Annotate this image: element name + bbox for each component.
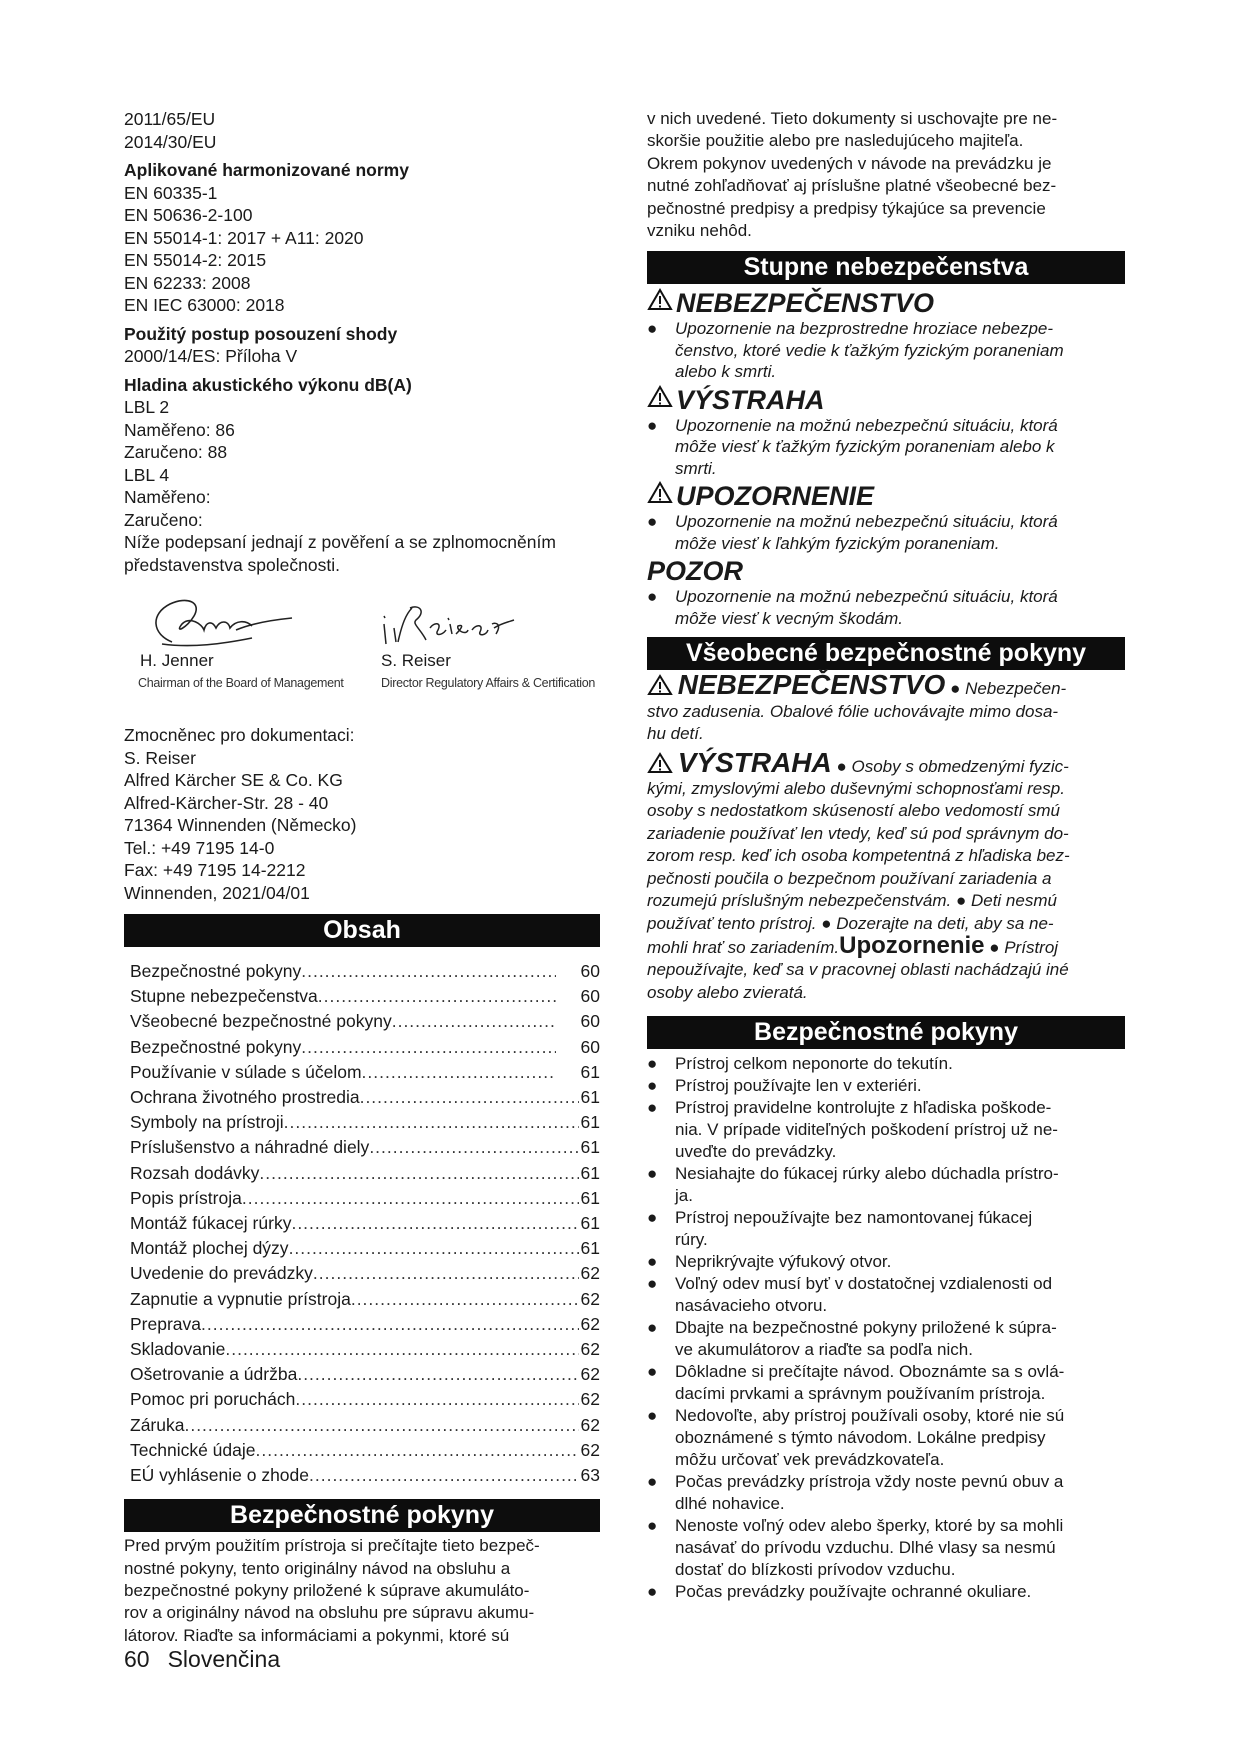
intro-continued: pečnostné predpisy a predpisy týkajúce sa prevencie: [647, 198, 1046, 218]
toc-label: Rozsah dodávky: [130, 1162, 260, 1183]
toc-page: 62: [580, 1364, 600, 1385]
toc-page: 62: [580, 1414, 600, 1435]
hazard-levels: [647, 288, 1125, 629]
contact-line: Alfred Kärcher SE & Co. KG: [124, 770, 343, 790]
toc-page: 61: [580, 1213, 600, 1234]
toc-entry[interactable]: [124, 1362, 600, 1387]
toc-leader: [242, 1186, 579, 1211]
text-line: používať tento prístroj.: [647, 913, 817, 933]
toc-entry[interactable]: [124, 1161, 600, 1186]
toc-entry[interactable]: [124, 1236, 600, 1261]
norm: EN 55014-2: 2015: [124, 250, 267, 270]
toc-leader: [256, 1438, 579, 1463]
text-line: dacími prvkami a správnym používaním prístroja.: [675, 1384, 1046, 1404]
toc-entry[interactable]: [124, 1387, 600, 1412]
text-line: hu detí.: [647, 724, 704, 744]
bullet-icon: ●: [647, 1582, 658, 1602]
levels-title: Stupne nebezpečenstva: [647, 251, 1125, 284]
toc-leader: [360, 1085, 579, 1110]
toc-page: 62: [580, 1389, 600, 1410]
safety-intro-line: nostné pokyny, tento originálny návod na obsluhu a: [124, 1558, 511, 1578]
toc-leader: [392, 1009, 556, 1034]
text-line: dlhé nohavice.: [675, 1494, 785, 1514]
norm: EN 50636-2-100: [124, 205, 253, 225]
toc-leader: [369, 1135, 578, 1160]
general-warning-label: VÝSTRAHA: [677, 746, 832, 778]
toc-label: Montáž plochej dýzy: [130, 1238, 289, 1259]
list-item: [647, 1405, 1125, 1471]
bullet-icon: ●: [647, 1274, 658, 1294]
toc-page: 62: [580, 1439, 600, 1460]
list-item: [647, 1053, 1125, 1075]
toc-page: 60: [580, 1036, 600, 1057]
safety-title: Bezpečnostné pokyny: [124, 1499, 600, 1532]
text-line: Nesiahajte do fúkacej rúrky alebo dúchadla prístro-: [675, 1164, 1059, 1184]
noise-line: Naměřeno:: [124, 487, 211, 507]
toc-entry[interactable]: [124, 1060, 600, 1085]
bullet-icon: ●: [647, 1318, 658, 1338]
text-line: Upozornenie na možnú nebezpečnú situáciu, ktorá: [675, 512, 1058, 532]
intro-continued: nutné zohľadňovať aj príslušne platné všeobecné bez-: [647, 176, 1057, 196]
toc-leader: [259, 1161, 578, 1186]
bullet-icon: ●: [647, 587, 658, 607]
toc-page: 61: [580, 1187, 600, 1208]
hazard-level-text: [647, 586, 1125, 629]
signature-jenner: [132, 594, 302, 654]
text-line: môže viesť k vecným škodám.: [675, 608, 904, 628]
list-item: [647, 1207, 1125, 1251]
list-item: [647, 1317, 1125, 1361]
text-line: Osoby s obmedzenými fyzic-: [851, 756, 1069, 776]
procedure-heading: Použitý postup posouzení shody: [124, 323, 398, 344]
safety-list: [647, 1053, 1125, 1603]
general-warning: VÝSTRAHA ● Osoby s obmedzenými fyzic- kými, zmyslovými alebo duševnými schopnosťami resp. osoby s nedostatkom skúseností alebo vedomostí smú zariadenie používať len vtedy, keď sú pod správnym do- zorom resp. keď ich osoba kompetentná z hľadiska bez- pečnosti poučila o bezpečnom používaní zariadenia a rozumejú príslušným nebezpečenstvám. ● Deti nesmú používať tento prístroj. ● Dozerajte na deti, aby sa ne- mohli hrať so zariadením.Upozornenie ● Prístroj nepoužívajte, keď sa v pracovnej oblasti nachádzajú iné osoby alebo zvieratá.: [647, 746, 1070, 1002]
toc-label: Záruka: [130, 1414, 185, 1435]
toc-entry[interactable]: [124, 1135, 600, 1160]
bullet-icon: ●: [647, 319, 658, 339]
toc-label: Všeobecné bezpečnostné pokyny: [130, 1011, 392, 1032]
bullet-icon: ●: [647, 1076, 658, 1096]
toc-label: Popis prístroja: [130, 1187, 242, 1208]
table-of-contents: [124, 959, 600, 1488]
bullet-icon: ●: [647, 1164, 658, 1184]
bullet-icon: ●: [647, 415, 658, 435]
bullet-icon: ●: [647, 1208, 658, 1228]
safety-title-right: Bezpečnostné pokyny: [647, 1016, 1125, 1049]
hazard-level-label: VÝSTRAHA: [676, 384, 825, 415]
toc-label: Preprava: [130, 1313, 202, 1334]
text-line: Nebezpečen-: [965, 679, 1067, 699]
hazard-level-label: POZOR: [647, 556, 744, 587]
noise-line: Zaručeno:: [124, 509, 203, 530]
contact-line: S. Reiser: [124, 747, 196, 768]
text-line: rozumejú príslušným nebezpečenstvám.: [647, 891, 952, 911]
hazard-level-text: [647, 511, 1125, 554]
toc-page: 60: [580, 986, 600, 1007]
hazard-level-label: NEBEZPEČENSTVO: [676, 288, 935, 319]
general-safety: [647, 669, 1125, 1004]
hazard-level-text: [647, 318, 1125, 383]
norm: EN 60335-1: [124, 182, 218, 203]
contact-line: Winnenden, 2021/04/01: [124, 882, 310, 903]
text-line: Dbajte na bezpečnostné pokyny priložené k súpra-: [675, 1318, 1057, 1338]
text-line: Upozornenie na možnú nebezpečnú situáciu, ktorá: [675, 587, 1058, 607]
text-line: rúry.: [675, 1230, 708, 1250]
toc-leader: [291, 1211, 578, 1236]
list-item: [647, 1515, 1125, 1581]
toc-page: 60: [580, 1011, 600, 1032]
toc-entry[interactable]: [124, 1413, 600, 1438]
signature-reiser: [376, 594, 526, 654]
text-line: Nenoste voľný odev alebo šperky, ktoré by sa mohli: [675, 1516, 1064, 1536]
intro-continued: v nich uvedené. Tieto dokumenty si uschovajte pre ne-: [647, 109, 1058, 128]
text-line: Prístroj celkom neponorte do tekutín.: [675, 1054, 953, 1074]
text-line: Prístroj používajte len v exteriéri.: [675, 1076, 922, 1096]
general-danger-label: NEBEZPEČENSTVO: [677, 669, 946, 701]
toc-entry[interactable]: [124, 959, 600, 984]
toc-page: 63: [580, 1465, 600, 1486]
bullet-icon: ●: [647, 1516, 658, 1536]
toc-label: Zapnutie a vypnutie prístroja: [130, 1288, 351, 1309]
toc-leader: [289, 1236, 579, 1261]
signing-note: představenstva společnosti.: [124, 554, 340, 575]
toc-page: 62: [580, 1339, 600, 1360]
toc-entry[interactable]: [124, 1438, 600, 1463]
toc-leader: [295, 1387, 578, 1412]
text-line: zorom resp. keď ich osoba kompetentná z hľadiska bez-: [647, 846, 1070, 866]
toc-title: Obsah: [124, 914, 600, 947]
noise-line: LBL 4: [124, 464, 170, 485]
bullet-icon: ●: [647, 512, 658, 532]
text-line: Počas prevádzky používajte ochranné okuliare.: [675, 1582, 1032, 1602]
text-line: Upozornenie na bezprostredne hroziace nebezpe-: [675, 319, 1054, 339]
safety-intro-line: bezpečnostné pokyny priložené k súprave akumuláto-: [124, 1581, 530, 1601]
contact-line: Fax: +49 7195 14-2212: [124, 860, 306, 880]
norm: EN 55014-1: 2017 + A11: 2020: [124, 227, 364, 248]
toc-leader: [225, 1337, 578, 1362]
text-line: Počas prevádzky prístroja vždy noste pevnú obuv a: [675, 1472, 1064, 1492]
bullet-icon: ●: [647, 1472, 658, 1492]
text-line: stvo zadusenia. Obalové fólie uchovávajte mimo dosa-: [647, 701, 1059, 721]
text-line: Prístroj: [1004, 937, 1059, 957]
toc-label: Technické údaje: [130, 1439, 256, 1460]
bullet-icon: ●: [647, 1054, 658, 1074]
toc-entry[interactable]: [124, 1463, 600, 1488]
general-danger: NEBEZPEČENSTVO ● Nebezpečen- stvo zadusenia. Obalové fólie uchovávajte mimo dosa- hu detí.: [647, 669, 1067, 744]
contact-line: Alfred-Kärcher-Str. 28 - 40: [124, 792, 329, 813]
toc-label: Skladovanie: [130, 1339, 226, 1360]
text-line: alebo k smrti.: [675, 362, 777, 382]
list-item: [647, 1471, 1125, 1515]
text-line: zariadenie používať len vtedy, keď sú pod správnym do-: [647, 823, 1069, 843]
toc-entry[interactable]: [124, 1312, 600, 1337]
toc-page: 60: [580, 961, 600, 981]
safety-intro-line: látorov. Riaďte sa informáciami a pokynmi, ktoré sú: [124, 1625, 510, 1645]
bullet-icon: ●: [647, 1406, 658, 1426]
safety-intro-line: Pred prvým použitím prístroja si prečítajte tieto bezpeč-: [124, 1536, 540, 1556]
text-line: ve akumulátorov a riaďte sa podľa nich.: [675, 1340, 973, 1360]
text-line: dostať do blízkosti prívodov vzduchu.: [675, 1560, 956, 1580]
noise-heading: Hladina akustického výkonu dB(A): [124, 374, 412, 395]
warning-triangle-icon: [647, 679, 673, 698]
text-line: uveďte do prevádzky.: [675, 1142, 837, 1162]
toc-entry[interactable]: [124, 1035, 600, 1060]
toc-label: Montáž fúkacej rúrky: [130, 1213, 292, 1234]
list-item: [647, 1361, 1125, 1405]
text-line: Deti nesmú: [970, 891, 1057, 911]
hazard-level-heading: [647, 288, 1125, 318]
warning-triangle-icon: [647, 288, 676, 318]
list-item: [647, 1163, 1125, 1207]
hazard-level-label: UPOZORNENIE: [676, 481, 875, 512]
toc-label: Uvedenie do prevádzky: [130, 1263, 313, 1284]
noise-line: Zaručeno: 88: [124, 442, 228, 462]
toc-leader: [309, 1463, 579, 1488]
text-line: nia. V prípade viditeľných poškodení prístroj už ne-: [675, 1120, 1058, 1140]
page-footer: [124, 1646, 298, 1673]
text-line: Prístroj pravidelne kontrolujte z hľadiska poškode-: [675, 1098, 1052, 1118]
text-line: Nedovoľte, aby prístroj používali osoby, ktoré nie sú: [675, 1406, 1065, 1426]
safety-intro-line: rov a originálny návod na obsluhu pre súpravu akumu-: [124, 1603, 535, 1623]
toc-entry[interactable]: [124, 1287, 600, 1312]
intro-continued: skoršie použitie alebo pre nasledujúceho majiteľa.: [647, 131, 1024, 151]
toc-label: Ošetrovanie a údržba: [130, 1364, 298, 1385]
intro-continued: Okrem pokynov uvedených v návode na prevádzku je: [647, 153, 1052, 173]
toc-page: 62: [580, 1288, 600, 1309]
procedure: 2000/14/ES: Příloha V: [124, 346, 298, 366]
signature-role: Director Regulatory Affairs & Certification: [381, 676, 596, 690]
text-line: nasávať do prívodu vzduchu. Dlhé vlasy sa nesmú: [675, 1538, 1056, 1558]
text-line: nasávacieho otvoru.: [675, 1296, 828, 1316]
hazard-level-heading: [647, 481, 1125, 511]
warning-triangle-icon: [647, 385, 676, 415]
toc-leader: [297, 1362, 578, 1387]
text-line: ja.: [675, 1186, 693, 1206]
text-line: nepoužívajte, keď sa v pracovnej oblasti nachádzajú iné: [647, 960, 1069, 980]
footer-language: Slovenčina: [167, 1646, 281, 1672]
toc-leader: [301, 1035, 556, 1060]
contact-line: 71364 Winnenden (Německo): [124, 815, 357, 835]
signature-name: H. Jenner: [140, 651, 214, 670]
norm: EN IEC 63000: 2018: [124, 295, 285, 315]
text-line: osoby alebo zvieratá.: [647, 982, 808, 1002]
left-column: [124, 108, 600, 1647]
text-line: môže viesť k ťažkým fyzickým poraneniam alebo k: [675, 437, 1055, 457]
toc-label: Príslušenstvo a náhradné diely: [130, 1137, 370, 1158]
toc-leader: [362, 1060, 556, 1085]
hazard-level-text: [647, 415, 1125, 480]
toc-entry[interactable]: [124, 1337, 600, 1362]
list-item: [647, 1273, 1125, 1317]
directive: 2014/30/EU: [124, 131, 217, 152]
text-line: Dozerajte na deti, aby sa ne-: [836, 913, 1054, 933]
text-line: čenstvo, ktoré vedie k ťažkým fyzickým poraneniam: [675, 340, 1064, 360]
toc-leader: [184, 1413, 578, 1438]
list-item: [647, 1581, 1125, 1603]
text-line: oboznámené s týmto návodom. Lokálne predpisy: [675, 1428, 1046, 1448]
list-item: [647, 1097, 1125, 1163]
text-line: pečnosti poučila o bezpečnom používaní zariadenia a: [647, 868, 1052, 888]
text-line: mohli hrať so zariadením.: [647, 937, 840, 957]
bullet-icon: ●: [647, 1098, 658, 1118]
text-line: smrti.: [675, 458, 717, 478]
noise-line: Naměřeno: 86: [124, 419, 235, 440]
right-column: [647, 108, 1125, 1603]
toc-leader: [351, 1287, 579, 1312]
toc-leader: [284, 1110, 579, 1135]
toc-page: 61: [580, 1162, 600, 1183]
bullet-icon: ●: [647, 1252, 658, 1272]
page-number: 60: [124, 1646, 150, 1672]
contact-line: Zmocněnec pro dokumentaci:: [124, 725, 355, 745]
text-line: môže viesť k ľahkým fyzickým poraneniam.: [675, 533, 1000, 553]
text-line: Neprikrývajte výfukový otvor.: [675, 1252, 892, 1272]
toc-entry[interactable]: [124, 1186, 600, 1211]
toc-label: Bezpečnostné pokyny: [130, 961, 302, 981]
text-line: Upozornenie na možnú nebezpečnú situáciu, ktorá: [675, 415, 1058, 435]
toc-page: 61: [580, 1137, 600, 1158]
bullet-icon: ●: [647, 1362, 658, 1382]
signing-note: Níže podepsaní jednají z pověření a se zplnomocněním: [124, 532, 556, 552]
toc-page: 62: [580, 1313, 600, 1334]
toc-label: Symboly na prístroji: [130, 1112, 284, 1133]
toc-page: 61: [580, 1087, 600, 1108]
hazard-level-heading: [647, 385, 1125, 415]
noise-line: LBL 2: [124, 397, 170, 417]
text-line: osoby s nedostatkom skúseností alebo vedomostí smú: [647, 801, 1060, 821]
toc-leader: [201, 1312, 579, 1337]
contact-line: Tel.: +49 7195 14-0: [124, 837, 275, 858]
toc-page: 62: [580, 1263, 600, 1284]
toc-page: 61: [580, 1238, 600, 1259]
hazard-level-heading: [647, 556, 1125, 586]
toc-page: 61: [580, 1112, 600, 1133]
text-line: Dôkladne si prečítajte návod. Oboznámte sa s ovlá-: [675, 1362, 1065, 1382]
intro-continued: vzniku nehôd.: [647, 221, 752, 241]
toc-entry[interactable]: [124, 1261, 600, 1286]
toc-page: 61: [580, 1061, 600, 1082]
norms-heading: Aplikované harmonizované normy: [124, 160, 409, 180]
toc-label: Stupne nebezpečenstva: [130, 986, 318, 1007]
general-title: Všeobecné bezpečnostné pokyny: [647, 637, 1125, 670]
warning-triangle-icon: [647, 757, 673, 776]
toc-entry[interactable]: [124, 1009, 600, 1034]
text-line: Prístroj nepoužívajte bez namontovanej fúkacej: [675, 1208, 1033, 1228]
signature-name: S. Reiser: [381, 651, 451, 670]
toc-leader: [313, 1261, 579, 1286]
directive: 2011/65/EU: [124, 109, 216, 129]
toc-label: EÚ vyhlásenie o zhode: [130, 1465, 309, 1486]
toc-leader: [318, 984, 556, 1009]
list-item: [647, 1251, 1125, 1273]
toc-label: Ochrana životného prostredia: [130, 1087, 360, 1108]
toc-label: Používanie v súlade s účelom: [130, 1061, 362, 1082]
toc-label: Bezpečnostné pokyny: [130, 1036, 302, 1057]
general-caution-label: Upozornenie: [839, 931, 985, 959]
toc-leader: [301, 959, 556, 984]
list-item: [647, 1075, 1125, 1097]
text-line: môžu určovať vek prevádzkovateľa.: [675, 1450, 945, 1470]
norm: EN 62233: 2008: [124, 272, 251, 293]
signatures: [124, 594, 600, 714]
toc-entry[interactable]: [124, 1085, 600, 1110]
signature-role: Chairman of the Board of Management: [138, 676, 344, 690]
text-line: kými, zmyslovými alebo duševnými schopnosťami resp.: [647, 779, 1065, 799]
warning-triangle-icon: [647, 481, 676, 511]
toc-label: Pomoc pri poruchách: [130, 1389, 296, 1410]
toc-entry[interactable]: [124, 1110, 600, 1135]
toc-entry[interactable]: [124, 984, 600, 1009]
text-line: Voľný odev musí byť v dostatočnej vzdialenosti od: [675, 1274, 1053, 1294]
toc-entry[interactable]: [124, 1211, 600, 1236]
